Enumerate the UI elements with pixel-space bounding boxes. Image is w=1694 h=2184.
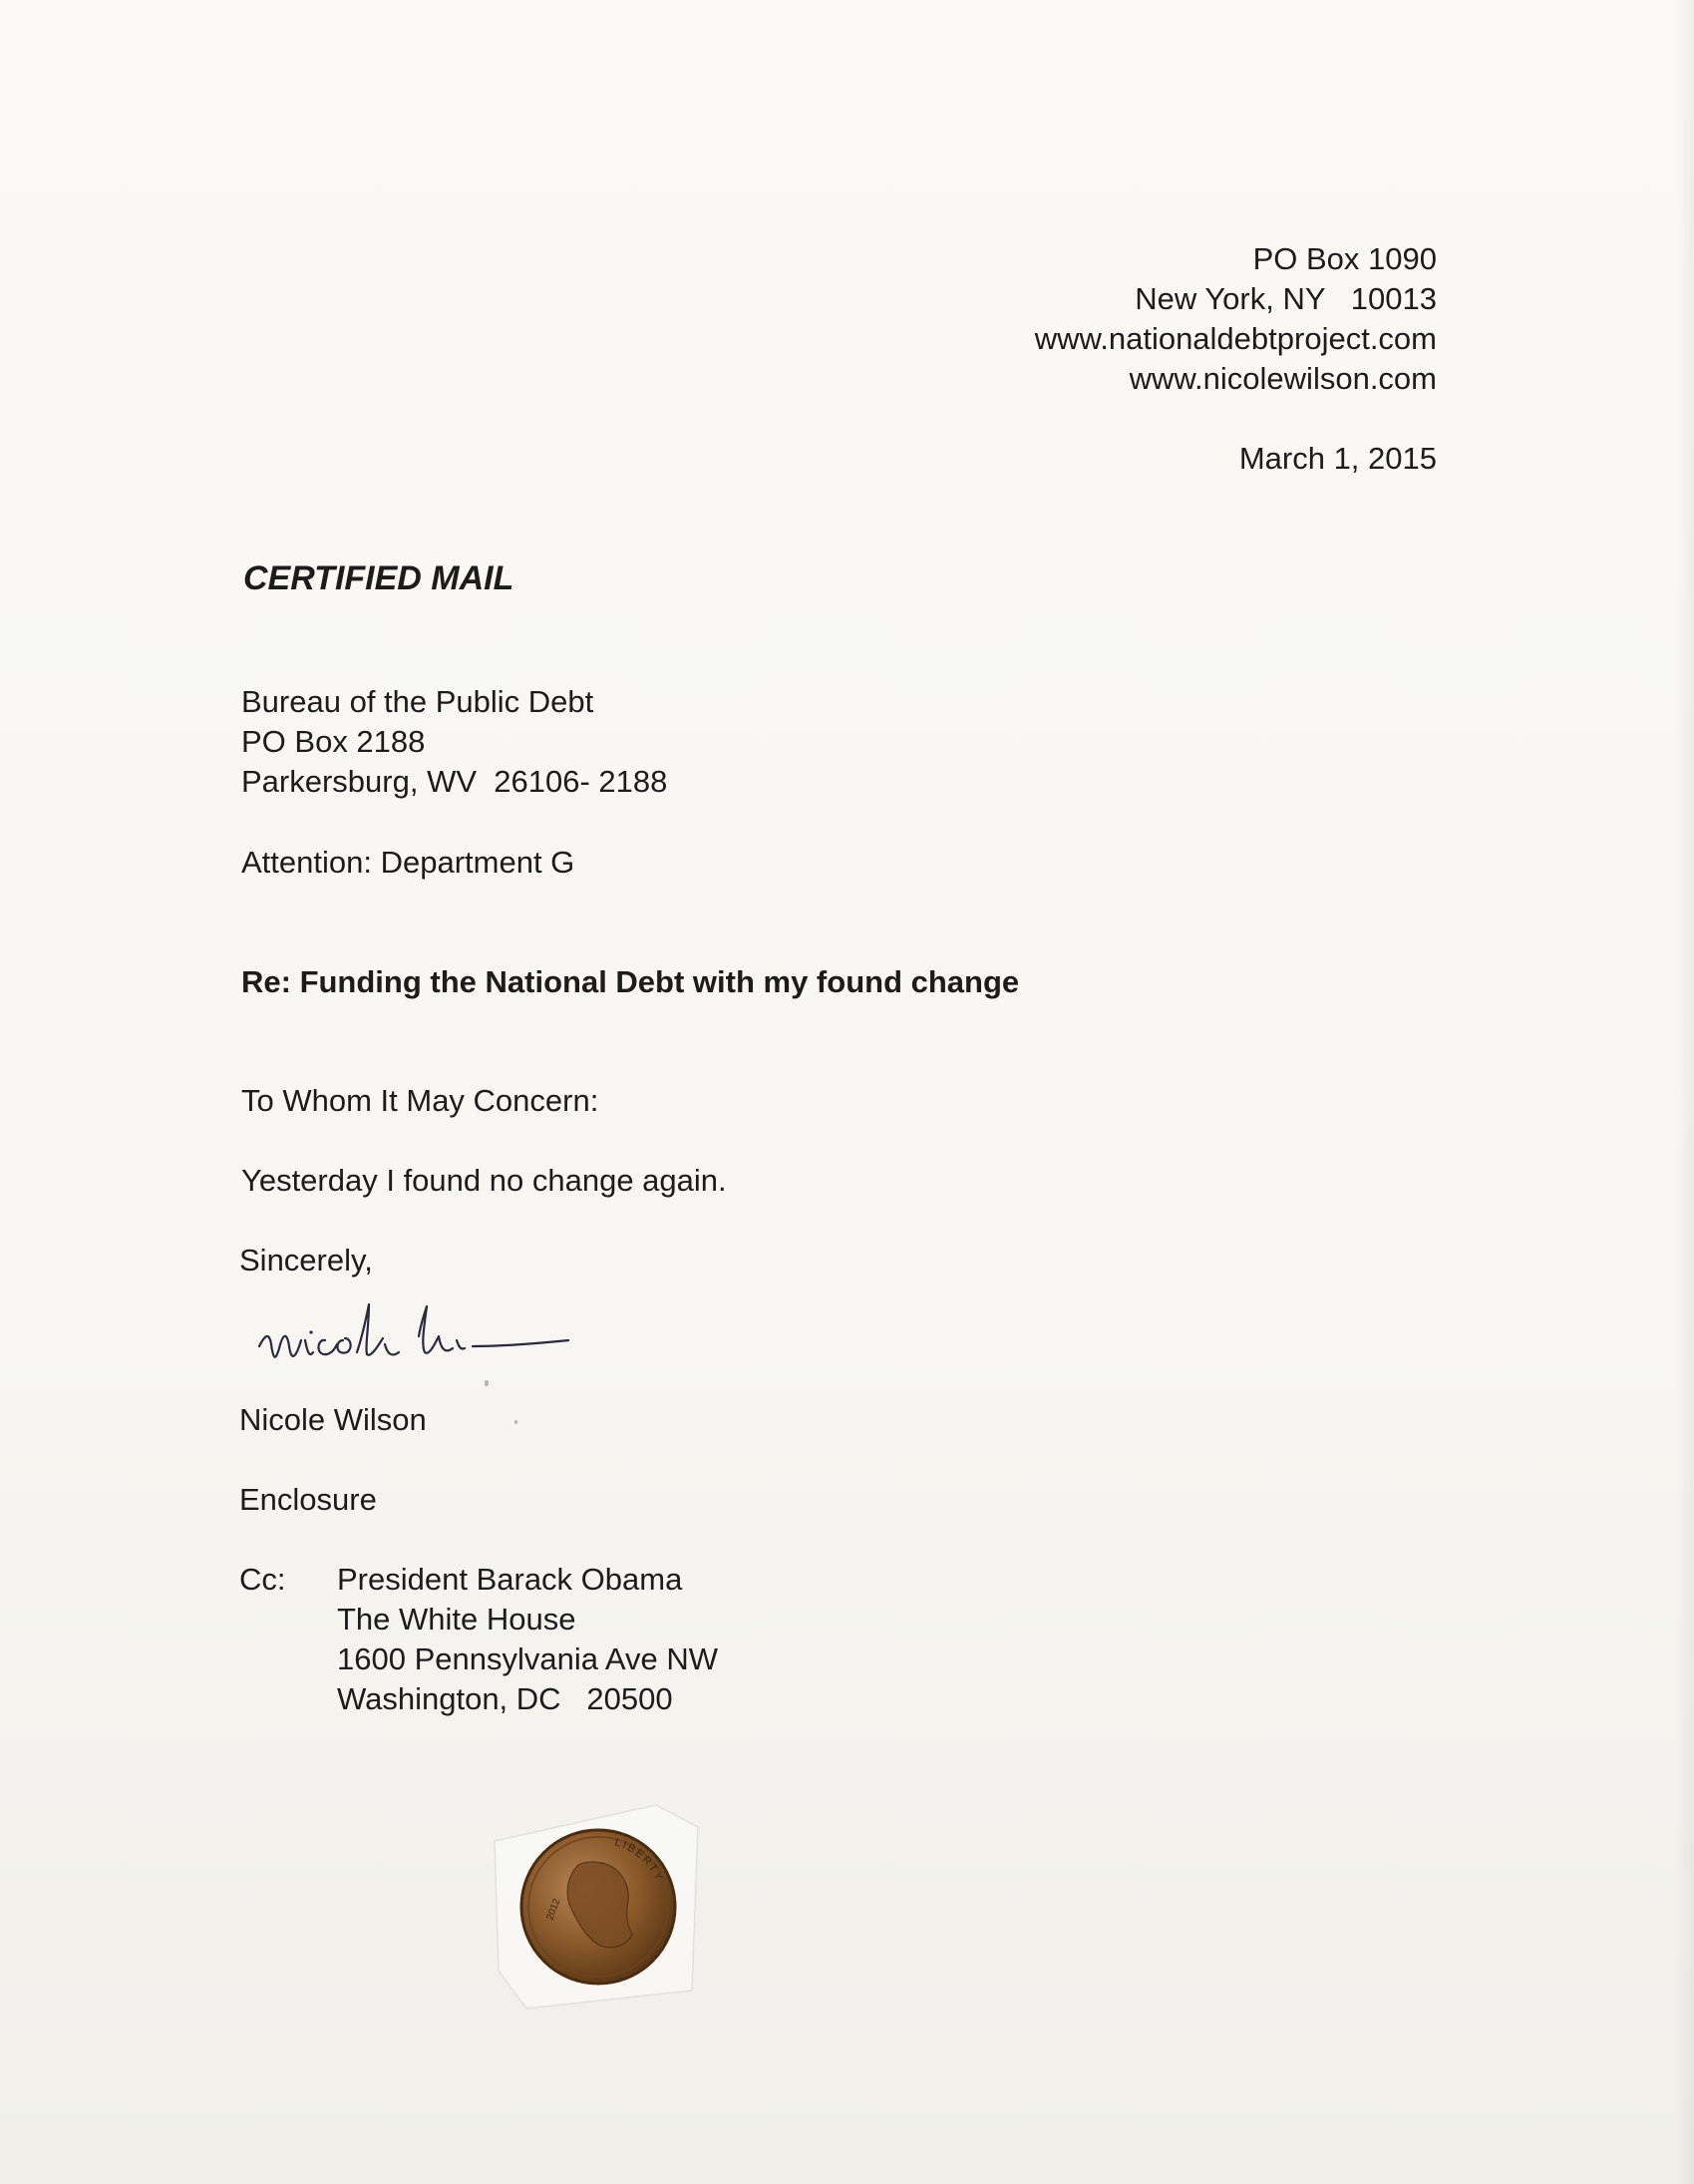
sender-website-2: www.nicolewilson.com xyxy=(1129,361,1437,396)
letter-date: March 1, 2015 xyxy=(1238,441,1437,476)
cc-address xyxy=(337,1560,718,1719)
recipient-address xyxy=(241,682,667,802)
cc-label: Cc: xyxy=(239,1562,286,1597)
cc-street: 1600 Pennsylvania Ave NW xyxy=(337,1641,718,1676)
cc-city: Washington, DC 20500 xyxy=(337,1681,673,1716)
coin-year: 2012 xyxy=(544,1897,563,1923)
closing: Sincerely, xyxy=(239,1243,373,1277)
paper-speck xyxy=(514,1420,517,1424)
sender-city: New York, NY 10013 xyxy=(1135,281,1437,316)
taped-penny xyxy=(487,1795,706,2014)
certified-mail-heading: CERTIFIED MAIL xyxy=(243,559,514,597)
sender-address xyxy=(1035,239,1437,399)
attention-line: Attention: Department G xyxy=(241,845,575,880)
signer-name: Nicole Wilson xyxy=(239,1402,427,1437)
sender-website-1: www.nationaldebtproject.com xyxy=(1034,321,1437,356)
recipient-city: Parkersburg, WV 26106- 2188 xyxy=(241,764,668,799)
sender-po-box: PO Box 1090 xyxy=(1252,241,1437,276)
signature-image xyxy=(249,1274,588,1384)
enclosure-line: Enclosure xyxy=(239,1482,377,1517)
cc-org: The White House xyxy=(337,1602,576,1637)
salutation: To Whom It May Concern: xyxy=(241,1083,599,1118)
paper-speck xyxy=(485,1380,489,1386)
recipient-po-box: PO Box 2188 xyxy=(241,724,426,759)
recipient-name: Bureau of the Public Debt xyxy=(241,684,594,719)
subject-line: Re: Funding the National Debt with my found change xyxy=(241,964,1020,999)
letter-body: Yesterday I found no change again. xyxy=(241,1163,727,1198)
cc-name: President Barack Obama xyxy=(337,1562,683,1597)
coin-inscription: LIBERTY xyxy=(612,1836,666,1885)
